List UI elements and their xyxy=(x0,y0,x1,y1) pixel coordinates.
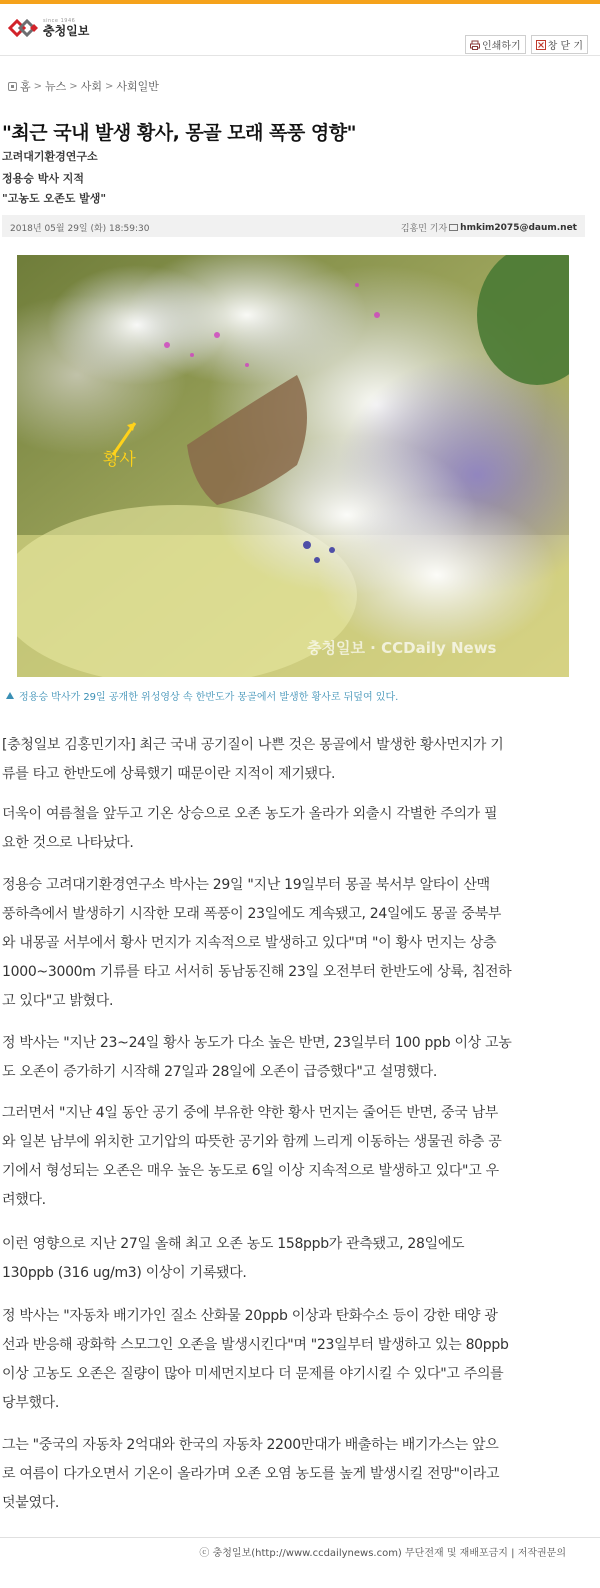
close-icon xyxy=(536,40,546,50)
satellite-photo xyxy=(17,255,569,677)
breadcrumb-society-general[interactable]: 사회일반 xyxy=(116,80,159,93)
article-title: "최근 국내 발생 황사, 몽골 모래 폭풍 영향" xyxy=(2,122,356,144)
article-subtitle: 정용승 박사 지적 xyxy=(2,172,85,185)
close-label: 창 닫 기 xyxy=(547,41,583,52)
close-window-button[interactable] xyxy=(531,35,588,54)
article-paragraph: 그는 "중국의 자동차 2억대와 한국의 자동차 2200만대가 배출하는 배기가스는 앞으 로 여름이 다가오면서 기온이 올라가며 오존 오염 농도를 높게 발생시킬 전망"이라고 덧붙였다. xyxy=(2,1437,500,1511)
article-paragraph: 더욱이 여름철을 앞두고 기온 상승으로 오존 농도가 올라가 외출시 각별한 주의가 필 요한 것으로 나타났다. xyxy=(2,806,498,851)
logo-text: 충청일보 xyxy=(43,24,90,38)
photo-watermark: 충청일보 · CCDaily News xyxy=(307,639,497,657)
print-label: 인쇄하기 xyxy=(482,41,521,52)
print-button[interactable] xyxy=(465,35,526,54)
chevron-right-icon: > xyxy=(69,80,78,92)
article-subtitle: "고농도 오존도 발생" xyxy=(2,192,107,205)
mail-icon xyxy=(449,224,458,231)
article-paragraph: 정 박사는 "자동차 배기가인 질소 산화물 20ppb 이상과 탄화수소 등이 강한 태양 광 선과 반응해 광화학 스모그인 오존을 발생시킨다"며 "23일부터 발생하고 있는 80ppb 이상 고농도 오존은 질량이 많아 미세먼지보다 더 문제를 야기시킬 수 있다"고 주의를 당부했다. xyxy=(2,1308,509,1411)
article-date: 2018년 05월 29일 (화) 18:59:30 xyxy=(10,224,150,234)
article-meta xyxy=(2,215,585,237)
breadcrumb-news[interactable]: 뉴스 xyxy=(45,80,67,93)
triangle-up-icon xyxy=(6,692,14,699)
breadcrumb xyxy=(8,78,159,94)
photo-dust-label: 황사 xyxy=(103,450,136,470)
printer-icon xyxy=(470,40,480,50)
chevron-right-icon: > xyxy=(33,80,43,92)
photo-caption xyxy=(6,688,398,703)
article-paragraph: 정용승 고려대기환경연구소 박사는 29일 "지난 19일부터 몽골 북서부 알타이 산맥 풍하측에서 발생하기 시작한 모래 폭풍이 23일에도 계속됐고, 24일에도 몽골 중북부 와 내몽골 서부에서 황사 먼지가 지속적으로 발생하고 있다"며 "이 황사 먼지는 상층 1000~3000m 기류를 타고 서서히 동남동진해 23일 오전부터 한반도에 상륙, 침전하 고 있다"고 밝혔다. xyxy=(2,877,512,1009)
article-paragraph: 그러면서 "지난 4일 동안 공기 중에 부유한 약한 황사 먼지는 줄어든 반면, 중국 남부 와 일본 남부에 위치한 고기압의 따뜻한 공기와 함께 느리게 이동하는 생물권 하층 공 기에서 형성되는 오존은 매우 높은 농도로 6일 이상 지속적으로 발생하고 있다"고 우 려했다. xyxy=(2,1105,502,1208)
article-author: 김홍민 기자 xyxy=(400,224,448,234)
author-email[interactable]: hmkim2075@daum.net xyxy=(460,222,577,233)
home-icon xyxy=(8,82,17,91)
site-logo[interactable] xyxy=(8,18,89,38)
logo-tagline: since 1946 xyxy=(43,18,76,24)
footer xyxy=(0,1537,600,1559)
article-paragraph: 정 박사는 "지난 23~24일 황사 농도가 다소 높은 반면, 23일부터 100 ppb 이상 고농 도 오존이 증가하기 시작해 27일과 28일에 오존이 급증했다"고 설명했다. xyxy=(2,1035,512,1080)
logo-mark-icon xyxy=(8,18,40,38)
article-paragraph: [충청일보 김홍민기자] 최근 국내 공기질이 나쁜 것은 몽골에서 발생한 황사먼지가 기 류를 타고 한반도에 상륙했기 때문이란 지적이 제기됐다. xyxy=(2,737,504,782)
photo-caption-text: 정용승 박사가 29일 공개한 위성영상 속 한반도가 몽골에서 발생한 황사로 뒤덮여 있다. xyxy=(19,692,399,703)
header xyxy=(0,4,600,56)
breadcrumb-home[interactable]: 홈 xyxy=(20,80,31,93)
article-paragraph: 이런 영향으로 지난 27일 올해 최고 오존 농도 158ppb가 관측됐고, 28일에도 130ppb (316 ug/m3) 이상이 기록됐다. xyxy=(2,1236,465,1281)
article-subtitle: 고려대기환경연구소 xyxy=(2,150,98,163)
chevron-right-icon: > xyxy=(104,80,114,92)
breadcrumb-society[interactable]: 사회 xyxy=(80,80,102,93)
copyright-text: ⓒ 충청일보(http://www.ccdailynews.com) 무단전재 및 재배포금지 | 저작권문의 xyxy=(199,1548,566,1559)
